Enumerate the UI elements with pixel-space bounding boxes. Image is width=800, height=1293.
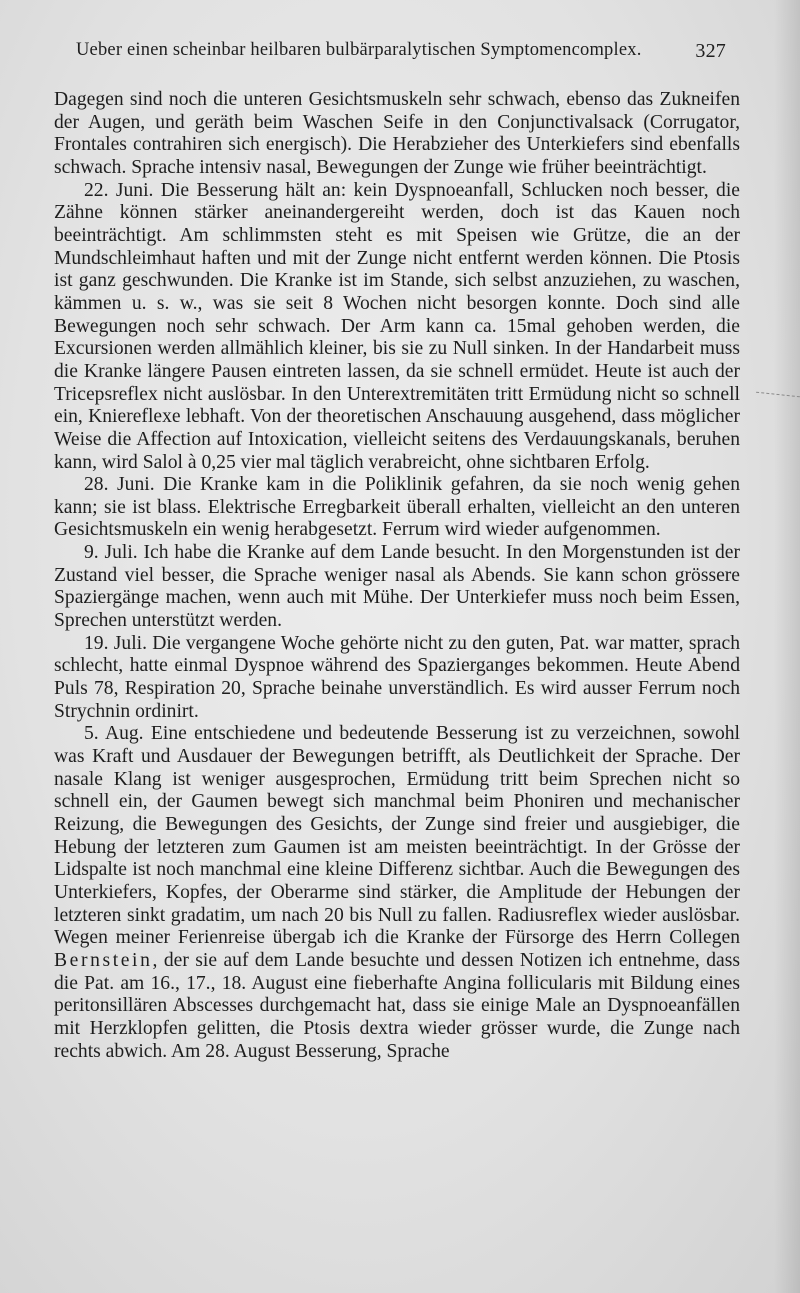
paragraph-5-aug	[54, 723, 740, 1063]
running-head-title: Ueber einen scheinbar heilbaren bulbärparalytischen Symptomencomplex.	[76, 40, 642, 60]
page-number: 327	[695, 40, 726, 62]
paragraph-28-juni: 28. Juni. Die Kranke kam in die Poliklinik gefahren, da sie noch wenig gehen kann; sie ist blass. Elektrische Erregbarkeit überall erhalten, vielleicht an den unteren Gesichtsmuskeln ein wenig herabgesetzt. Ferrum wird wieder aufgenommen.	[54, 474, 740, 541]
page-edge-shadow	[774, 0, 800, 1293]
paragraph-continuation: Dagegen sind noch die unteren Gesichtsmuskeln sehr schwach, ebenso das Zukneifen der Augen, und geräth beim Waschen Seife in den Conjunctivalsack (Corrugator, Frontales contrahiren sich energisch). Die Herabzieher des Unterkiefers sind ebenfalls schwach. Sprache intensiv nasal, Bewegungen der Zunge wie früher beeinträchtigt.	[54, 89, 740, 178]
paragraph-5-aug-part-1: 5. Aug. Eine entschiedene und bedeutende Besserung ist zu verzeichnen, sowohl was Kraft und Ausdauer der Bewegungen betrifft, als Deutlichkeit der Sprache. Der nasale Klang ist weniger ausgesprochen, Ermüdung tritt beim Sprechen nicht so schnell ein, der Gaumen bewegt sich manchmal beim Phoniren und mechanischer Reizung, die Bewegungen des Gesichts, der Zunge sind freier und ausgiebiger, die Hebung der letzteren zum Gaumen ist am meisten beeinträchtigt. In der Grösse der Lidspalte ist noch manchmal eine kleine Differenz sichtbar. Auch die Bewegungen des Unterkiefers, Kopfes, der Oberarme sind stärker, die Amplitude der Hebungen der letzteren sinkt gradatim, um nach 20 bis Null zu fallen. Radiusreflex wieder auslösbar. Wegen meiner Ferienreise übergab ich die Kranke der Fürsorge des Herrn Collegen	[54, 723, 740, 949]
paragraph-5-aug-part-2: , der sie auf dem Lande besuchte und dessen Notizen ich entnehme, dass die Pat. am 16., 17., 18. August eine fieberhafte Angina follicularis mit Bildung eines peritonsillären Abscesses durchgemacht hat, dass sie einige Male an Dyspnoeanfällen mit Herzklopfen gelitten, die Ptosis dextra wieder grösser wurde, die Zunge nach rechts abwich. Am 28. August Besserung, Sprache	[54, 949, 740, 1062]
paragraph-9-juli: 9. Juli. Ich habe die Kranke auf dem Lande besucht. In den Morgenstunden ist der Zustand viel besser, die Sprache weniger nasal als Abends. Sie kann schon grössere Spaziergänge machen, wenn auch mit Mühe. Der Unterkiefer muss noch beim Essen, Sprechen unterstützt werden.	[54, 542, 740, 632]
body-text	[54, 89, 740, 1063]
running-head	[76, 40, 726, 61]
margin-pencil-mark	[756, 392, 800, 398]
paragraph-19-juli: 19. Juli. Die vergangene Woche gehörte nicht zu den guten, Pat. war matter, sprach schlecht, hatte einmal Dyspnoe während des Spazierganges bekommen. Heute Abend Puls 78, Respiration 20, Sprache beinahe unverständlich. Es wird ausser Ferrum noch Strychnin ordinirt.	[54, 632, 740, 722]
paragraph-22-juni: 22. Juni. Die Besserung hält an: kein Dyspnoeanfall, Schlucken noch besser, die Zähne können stärker aneinandergereiht werden, doch ist das Kauen noch beeinträchtigt. Am schlimmsten steht es mit Speisen wie Grütze, die an der Mundschleimhaut haften und mit der Zunge nicht entfernt werden können. Die Ptosis ist ganz geschwunden. Die Kranke ist im Stande, sich selbst anzuziehen, zu waschen, kämmen u. s. w., was sie seit 8 Wochen nicht besorgen konnte. Doch sind alle Bewegungen noch sehr schwach. Der Arm kann ca. 15mal gehoben werden, die Excursionen werden allmählich kleiner, bis sie zu Null sinken. In der Handarbeit muss die Kranke längere Pausen eintreten lassen, da sie schnell ermüdet. Heute ist auch der Tricepsreflex nicht auslösbar. In den Unterextremitäten tritt Ermüdung nicht so schnell ein, Kniereflexe lebhaft. Von der theoretischen Anschauung ausgehend, dass möglicher Weise die Affection auf Intoxication, vielleicht seitens des Verdauungskanals, beruhen kann, wird Salol à 0,25 vier mal täglich verabreicht, ohne sichtbaren Erfolg.	[54, 179, 740, 473]
colleague-name: Bernstein	[54, 949, 153, 971]
